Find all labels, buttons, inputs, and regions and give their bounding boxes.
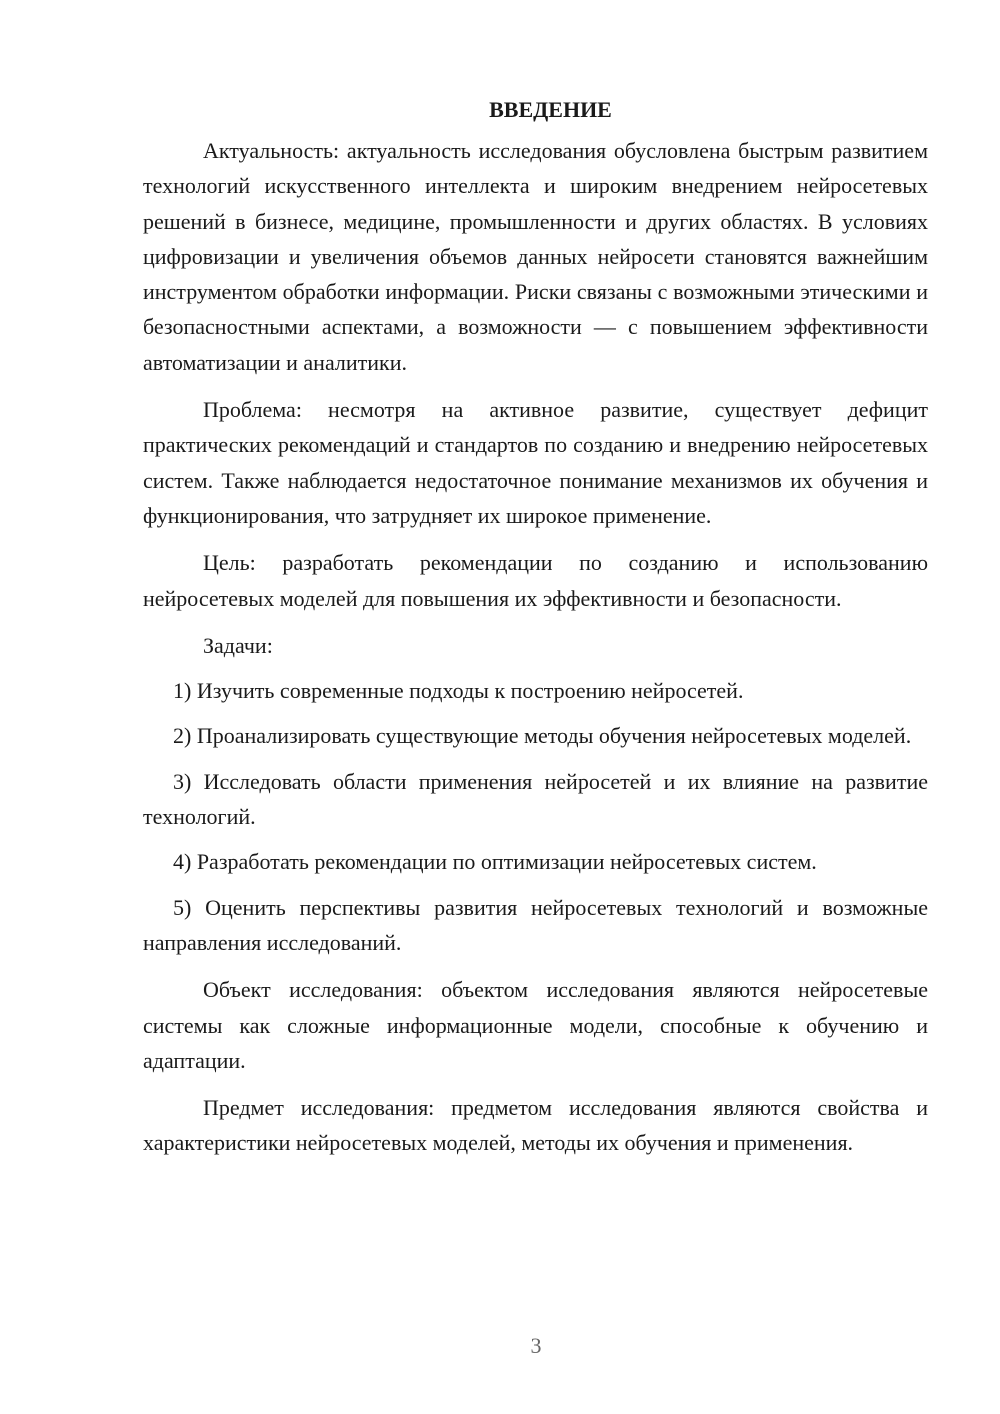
subject-paragraph: Предмет исследования: предметом исследования являются свойства и характеристики нейросетевых моделей, методы их обучения и применения. bbox=[143, 1095, 928, 1156]
page-number: 3 bbox=[530, 1333, 542, 1358]
list-item: 3) Исследовать области применения нейросетей и их влияние на развитие технологий. bbox=[143, 768, 928, 830]
list-item: 5) Оценить перспективы развития нейросетевых технологий и возможные направления исследований. bbox=[143, 894, 928, 955]
object-paragraph: Объект исследования: объектом исследования являются нейросетевые системы как сложные информационные модели, способные к обучению и адаптации. bbox=[143, 977, 928, 1073]
section-title: ВВЕДЕНИЕ bbox=[489, 97, 612, 122]
relevance-paragraph: Актуальность: актуальность исследования обусловлена быстрым развитием технологий искусственного интеллекта и широким внедрением нейросетевых решений в бизнесе, медицине, промышленности и других областях. В условиях цифровизации и увеличения объемов данных нейросети становятся важнейшим инструментом обработки информации. Риски связаны с возможными этическими и безопасностными аспектами, а возможности — с повышением эффективности автоматизации и аналитики. bbox=[143, 138, 928, 375]
list-item: 1) Изучить современные подходы к построению нейросетей. bbox=[173, 678, 744, 704]
tasks-heading: Задачи: bbox=[203, 632, 273, 658]
tasks-list bbox=[143, 673, 928, 960]
problem-paragraph: Проблема: несмотря на активное развитие, существует дефицит практических рекомендаций и стандартов по созданию и внедрению нейросетевых систем. Также наблюдается недостаточное понимание механизмов их обучения и функционирования, что затрудняет их широкое применение. bbox=[143, 397, 928, 528]
goal-paragraph: Цель: разработать рекомендации по созданию и использованию нейросетевых моделей для повышения их эффективности и безопасности. bbox=[143, 550, 928, 611]
document-body bbox=[143, 92, 928, 1161]
list-item: 4) Разработать рекомендации по оптимизации нейросетевых систем. bbox=[173, 849, 817, 875]
list-item: 2) Проанализировать существующие методы обучения нейросетевых моделей. bbox=[173, 723, 912, 749]
